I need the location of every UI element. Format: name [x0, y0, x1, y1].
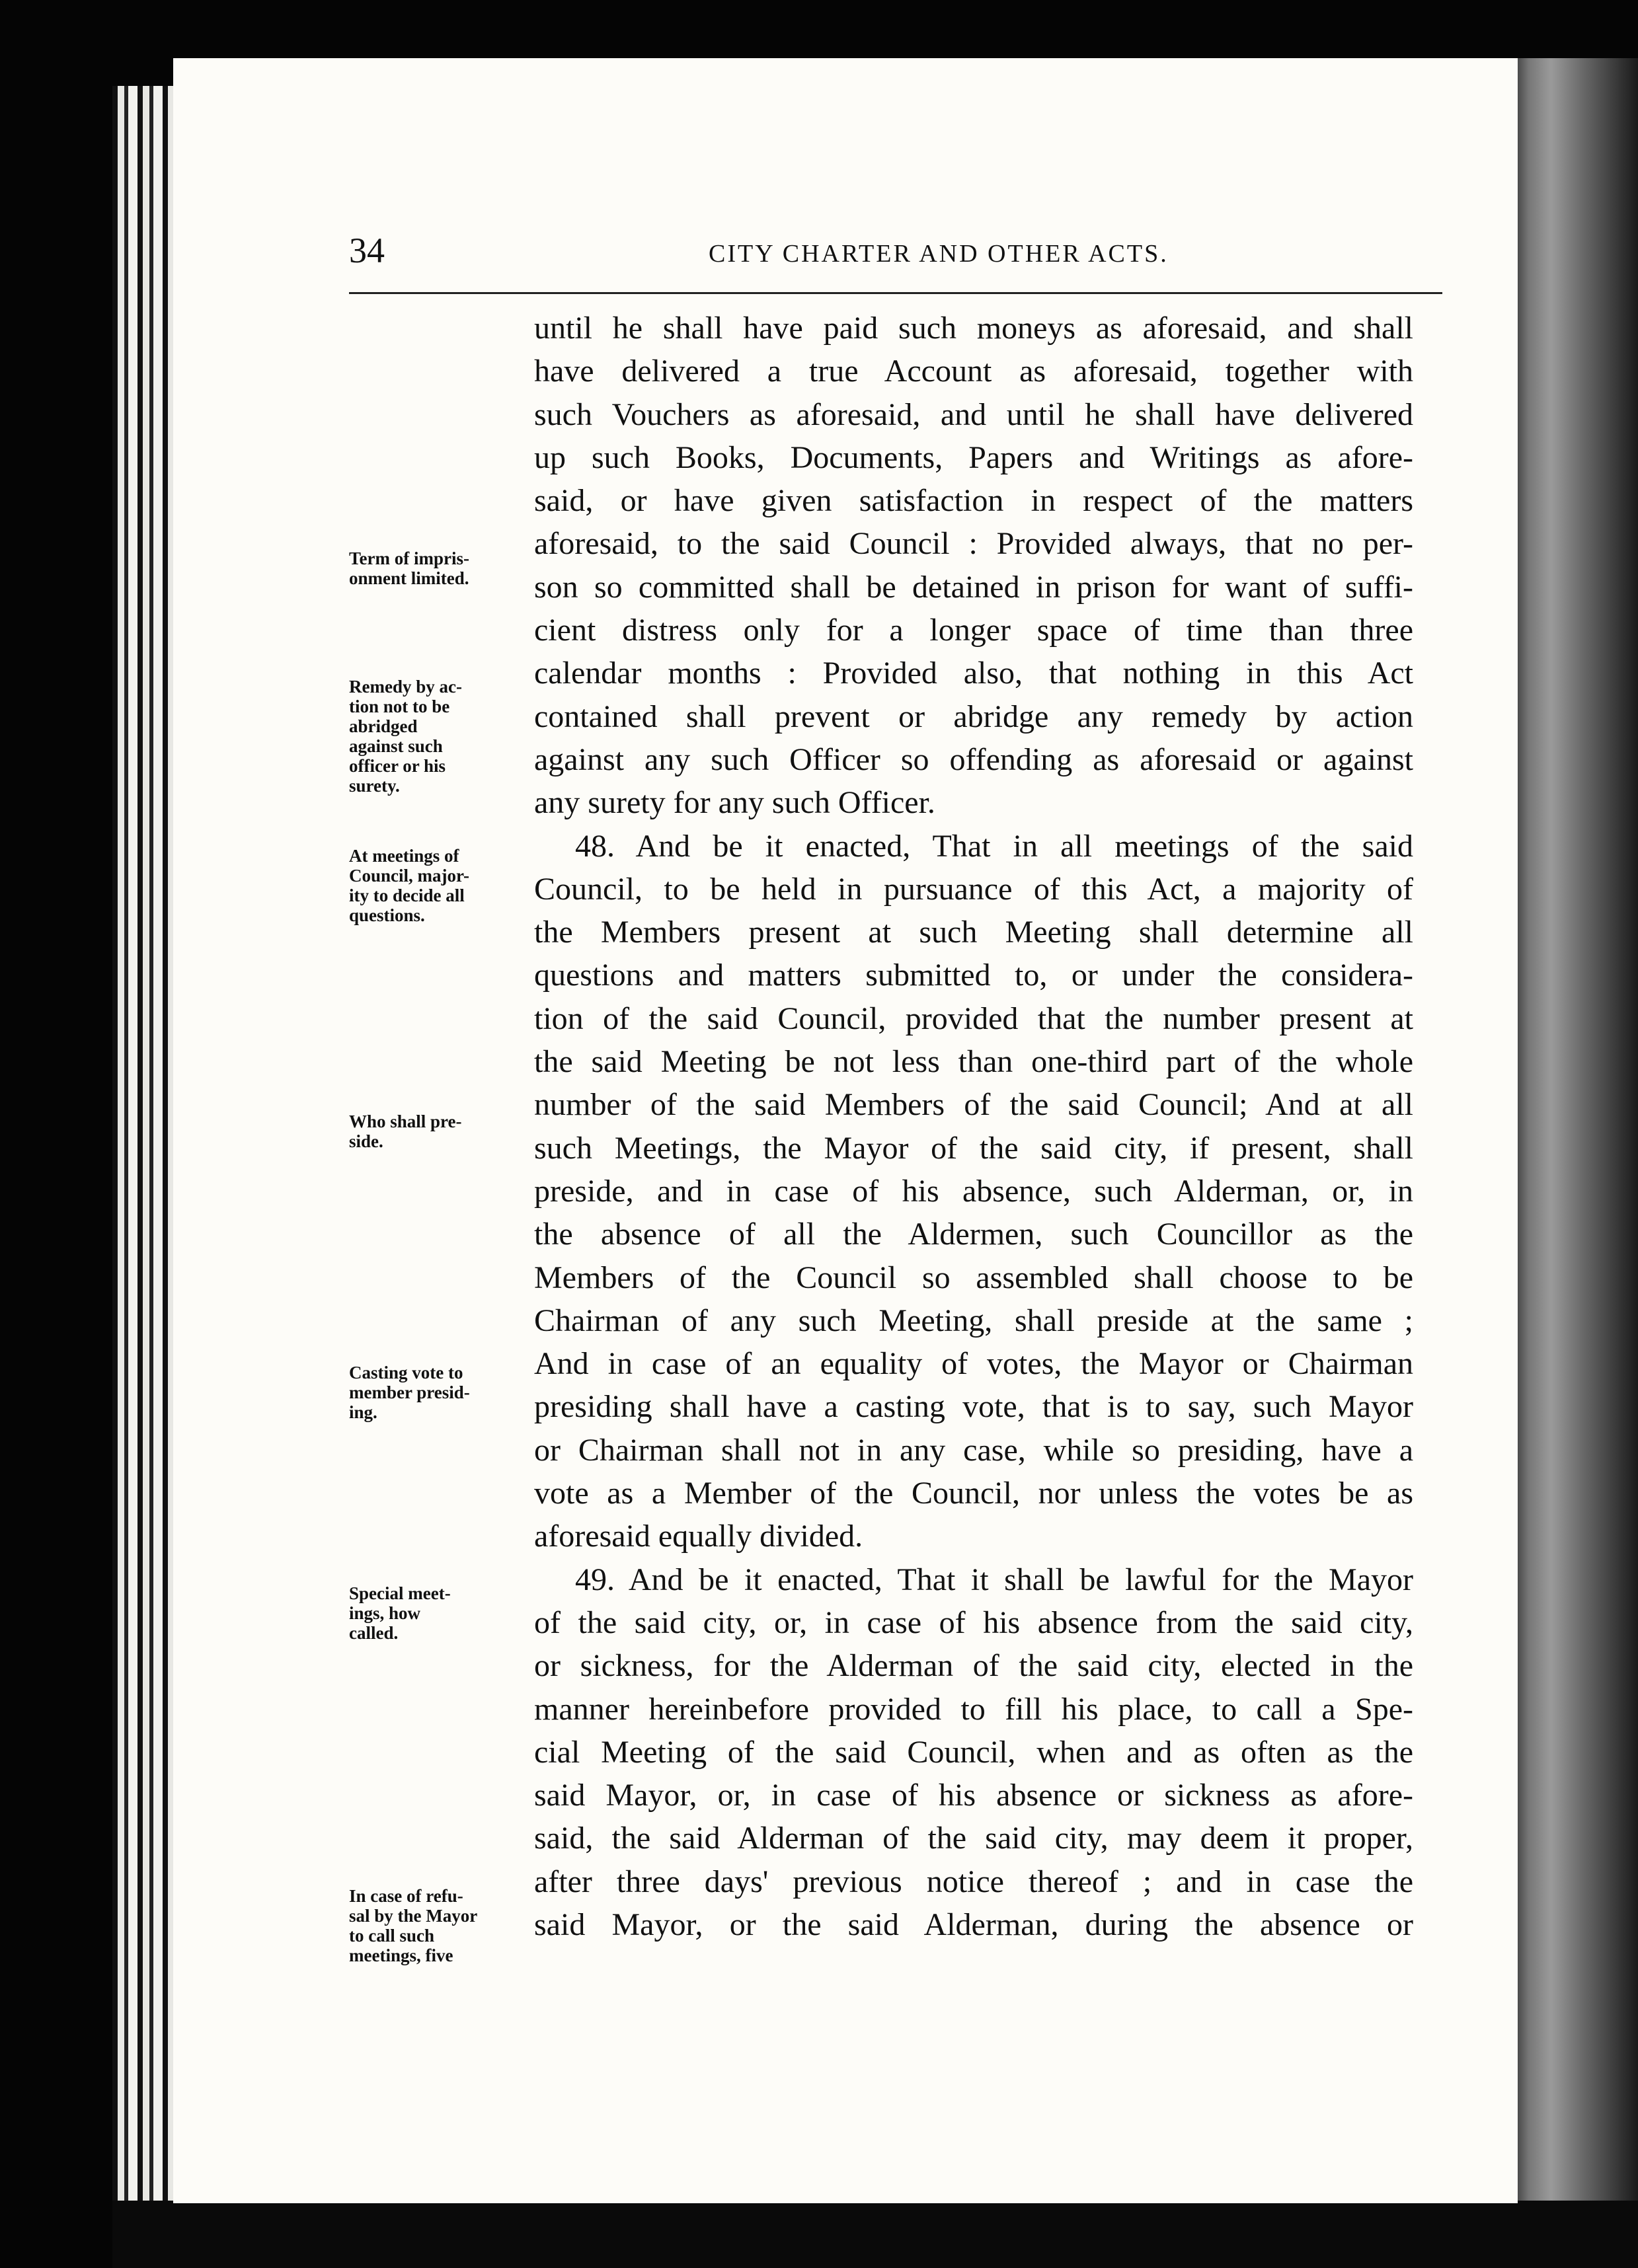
text-line: number of the said Members of the said Council; And at all	[534, 1087, 1413, 1123]
text-line: after three days' previous notice thereof ; and in case the	[534, 1864, 1413, 1899]
sidenote-term-of-imprisonment	[349, 548, 531, 588]
header-rule	[349, 292, 1442, 294]
text-line: such Meetings, the Mayor of the said city, if present, shall	[534, 1130, 1413, 1166]
text-line: of the said city, or, in case of his absence from the said city,	[534, 1605, 1413, 1640]
sidenote-line: Casting vote to	[349, 1363, 463, 1382]
text-line: contained shall prevent or abridge any remedy by action	[534, 699, 1413, 734]
sidenote-line: ing.	[349, 1402, 377, 1422]
body-text	[534, 307, 1413, 1946]
text-line: up such Books, Documents, Papers and Writings as afore-	[534, 439, 1413, 475]
sidenote-line: to call such	[349, 1926, 435, 1946]
sidenote-line: Term of impris-	[349, 548, 469, 568]
sidenote-remedy-by-action	[349, 677, 531, 796]
text-line: said Mayor, or the said Alderman, during the absence or	[534, 1907, 1413, 1942]
section-49-start: 49. And be it enacted, That it shall be lawful for the Mayor	[575, 1562, 1413, 1597]
text-line: Members of the Council so assembled shall choose to be	[534, 1260, 1413, 1295]
text-line: any surety for any such Officer.	[534, 785, 935, 821]
text-line: said, the said Alderman of the said city, may deem it proper,	[534, 1821, 1413, 1856]
book-binding-edge	[112, 86, 173, 2227]
text-line: said Mayor, or, in case of his absence or sickness as afore-	[534, 1778, 1413, 1813]
sidenote-line: At meetings of	[349, 846, 459, 866]
sidenote-line: called.	[349, 1623, 399, 1643]
sidenote-line: ity to decide all	[349, 886, 465, 905]
text-line: Council, to be held in pursuance of this Act, a majority of	[534, 871, 1413, 907]
text-line: calendar months : Provided also, that nothing in this Act	[534, 656, 1413, 691]
book-spine-shadow	[1514, 58, 1638, 2268]
text-line: the Members present at such Meeting shall determine all	[534, 915, 1413, 950]
sidenote-line: onment limited.	[349, 568, 469, 588]
sidenote-line: ings, how	[349, 1603, 421, 1623]
sidenote-casting-vote	[349, 1363, 531, 1422]
sidenote-line: In case of refu-	[349, 1886, 463, 1906]
text-line: questions and matters submitted to, or under the considera-	[534, 958, 1413, 993]
sidenote-special-meetings	[349, 1583, 531, 1643]
page-header	[349, 230, 1222, 283]
sidenote-line: Who shall pre-	[349, 1112, 462, 1131]
scan-bottom-border	[112, 2201, 1638, 2268]
text-line: until he shall have paid such moneys as aforesaid, and shall	[534, 311, 1413, 346]
text-line: manner hereinbefore provided to fill his place, to call a Spe-	[534, 1691, 1413, 1727]
sidenote-line: side.	[349, 1131, 383, 1151]
text-line: the absence of all the Aldermen, such Councillor as the	[534, 1217, 1413, 1252]
text-line: preside, and in case of his absence, such Alderman, or, in	[534, 1173, 1413, 1209]
text-line: tion of the said Council, provided that the number present at	[534, 1001, 1413, 1036]
sidenote-line: Remedy by ac-	[349, 677, 462, 697]
sidenote-line: meetings, five	[349, 1946, 453, 1965]
sidenote-line: surety.	[349, 776, 400, 796]
sidenote-line: Special meet-	[349, 1583, 451, 1603]
section-48-start: 48. And be it enacted, That in all meetings of the said	[575, 828, 1413, 864]
sidenote-line: tion not to be	[349, 697, 450, 716]
text-line: And in case of an equality of votes, the Mayor or Chairman	[534, 1346, 1413, 1382]
running-title: CITY CHARTER AND OTHER ACTS.	[709, 240, 1169, 268]
sidenote-line: officer or his	[349, 756, 446, 776]
sidenote-line: abridged	[349, 716, 418, 736]
text-line: cient distress only for a longer space of time than three	[534, 613, 1413, 648]
text-line: the said Meeting be not less than one-third part of the whole	[534, 1044, 1413, 1080]
text-line: vote as a Member of the Council, nor unless the votes be as	[534, 1476, 1413, 1511]
text-line: Chairman of any such Meeting, shall preside at the same ;	[534, 1303, 1413, 1338]
text-line: said, or have given satisfaction in respect of the matters	[534, 483, 1413, 519]
sidenote-refusal-by-mayor	[349, 1886, 531, 1965]
sidenote-line: sal by the Mayor	[349, 1906, 478, 1926]
text-line: or Chairman shall not in any case, while so presiding, have a	[534, 1432, 1413, 1468]
sidenote-line: Council, major-	[349, 866, 469, 886]
text-line: son so committed shall be detained in prison for want of suffi-	[534, 569, 1413, 605]
sidenote-majority-decides	[349, 846, 531, 925]
text-line: aforesaid equally divided.	[534, 1519, 863, 1554]
text-line: or sickness, for the Alderman of the said city, elected in the	[534, 1648, 1413, 1684]
sidenote-line: against such	[349, 736, 443, 756]
text-line: presiding shall have a casting vote, that is to say, such Mayor	[534, 1389, 1413, 1425]
text-line: cial Meeting of the said Council, when and as often as the	[534, 1734, 1413, 1770]
sidenote-who-shall-preside	[349, 1112, 531, 1151]
text-line: against any such Officer so offending as aforesaid or against	[534, 741, 1413, 777]
sidenote-line: questions.	[349, 905, 425, 925]
text-line: have delivered a true Account as aforesaid, together with	[534, 354, 1413, 389]
text-line: aforesaid, to the said Council : Provided always, that no per-	[534, 526, 1413, 562]
text-line: such Vouchers as aforesaid, and until he shall have delivered	[534, 397, 1413, 432]
page-number: 34	[349, 231, 385, 270]
sidenote-line: member presid-	[349, 1382, 470, 1402]
